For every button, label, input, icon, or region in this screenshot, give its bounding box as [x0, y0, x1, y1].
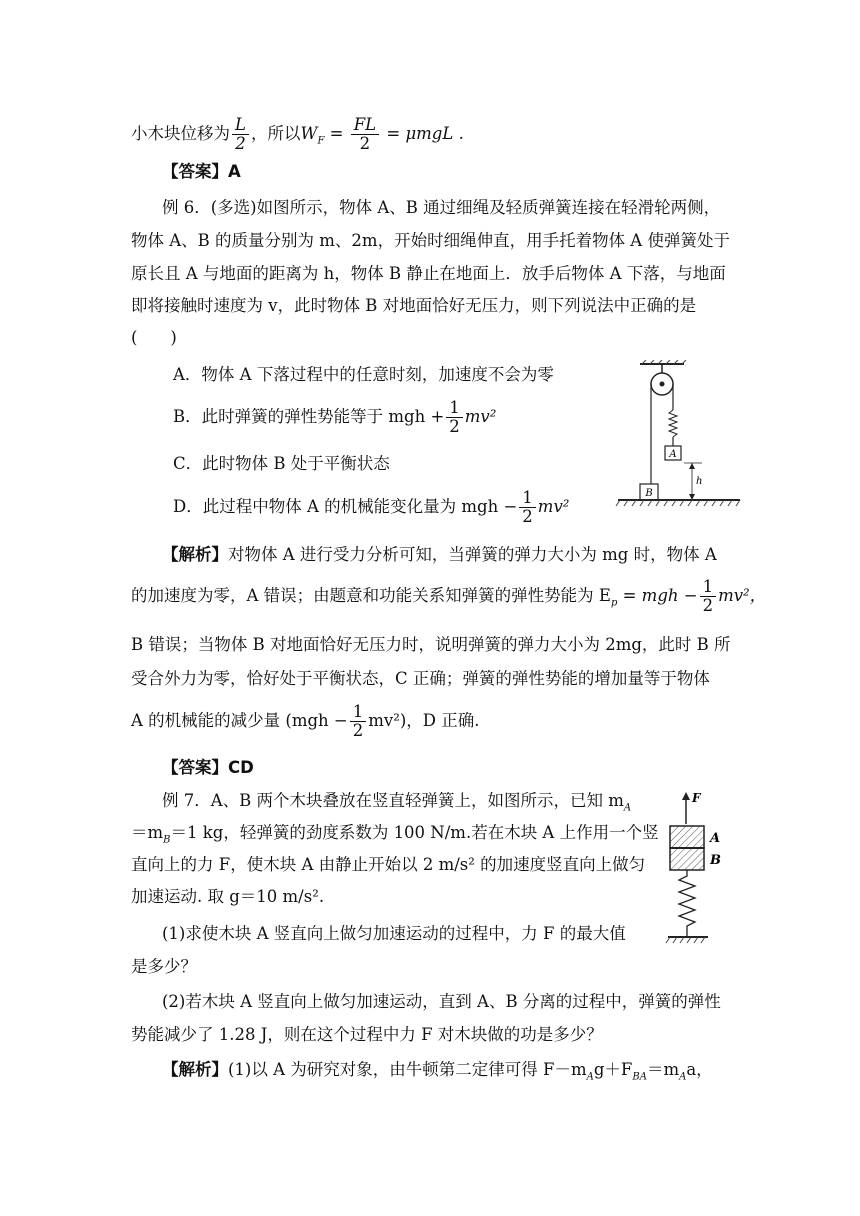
- force-f-label: F: [692, 791, 701, 805]
- ex7-question-2a: (2)若木块 A 竖直向上做匀加速运动，直到 A、B 分离的过程中，弹簧的弹性: [162, 992, 721, 1011]
- option-a: A．物体 A 下落过程中的任意时刻，加速度不会为零: [173, 365, 554, 384]
- ex6-line-3: 原长且 A 与地面的距离为 h，物体 B 静止在地面上．放手后物体 A 下落，与地面: [131, 264, 726, 283]
- pulley-spring-figure: [612, 360, 742, 510]
- block-a-label-7: A: [710, 831, 721, 846]
- sol7-line-1: 【解析】(1)以 A 为研究对象，由牛顿第二定律可得 $F-m_Ag+F_{BA}=m_Aa$，: [162, 1060, 713, 1083]
- option-c: C．此时物体 B 处于平衡状态: [173, 454, 390, 473]
- ex6-line-1: 例 6．(多选)如图所示，物体 A、B 通过细绳及轻质弹簧连接在轻滑轮两侧，: [162, 198, 721, 217]
- block-b-label: B: [645, 488, 653, 499]
- ex7-question-1b: 是多少？: [131, 957, 197, 976]
- answer-1: 【答案】A: [162, 162, 241, 181]
- answer-6: 【答案】CD: [162, 758, 254, 777]
- ex6-line-4: 即将接触时速度为 v，此时物体 B 对地面恰好无压力，则下列说法中正确的是: [131, 296, 697, 315]
- block-b-label-7: B: [710, 853, 721, 868]
- ex7-line-4: 加速运动. 取 g＝10 m/s².: [131, 887, 325, 906]
- ex6-line-2: 物体 A、B 的质量分别为 m、2m，开始时细绳伸直，用手托着物体 A 使弹簧处于: [131, 231, 730, 250]
- sol6-line-1: 【解析】对物体 A 进行受力分析可知，当弹簧的弹力大小为 mg 时，物体 A: [162, 545, 717, 564]
- formula-line-displacement: 小木块位移为 $\frac{L}{2}$ ，所以$W_F$ = $\frac{FL}{2}$ = μmgL .: [131, 115, 464, 153]
- ex7-question-2b: 势能减少了 1.28 J，则在这个过程中力 F 对木块做的功是多少？: [131, 1025, 603, 1044]
- fraction-fl-over-2: $\frac{FL}{2}$: [351, 116, 379, 153]
- option-b: B．此时弹簧的弹性势能等于 mgh + $\frac{1}{2}$ mv²: [173, 398, 497, 436]
- option-d: D．此过程中物体 A 的机械能变化量为 mgh − $\frac{1}{2}$ mv²: [173, 488, 570, 526]
- ex7-line-2: $=m_B=1$ kg，轻弹簧的劲度系数为 100 N/m.若在木块 A 上作用一个竖: [131, 823, 659, 846]
- fraction-l-over-2: $\frac{L}{2}$: [232, 116, 249, 153]
- stacked-blocks-spring-figure: [660, 788, 730, 953]
- ex6-line-5: ( ): [131, 328, 177, 347]
- ex7-line-1: 例 7．A、B 两个木块叠放在竖直轻弹簧上，如图所示，已知 $m_A$: [162, 791, 632, 814]
- sol6-line-4: 受合外力为零，恰好处于平衡状态，C 正确；弹簧的弹性势能的增加量等于物体: [131, 669, 710, 688]
- text-displacement: 小木块位移为: [131, 124, 230, 143]
- block-a-label: A: [669, 449, 677, 460]
- sol6-line-2: 的加速度为零，A 错误；由题意和功能关系知弹簧的弹性势能为 $E_p$ = mgh − $\frac{1}{2}$ mv²，: [131, 577, 767, 615]
- sol6-line-3: B 错误；当物体 B 对地面恰好无压力时，说明弹簧的弹力大小为 2mg，此时 B 所: [131, 635, 731, 654]
- ex7-line-3: 直向上的力 F，使木块 A 由静止开始以 2 m/s² 的加速度竖直向上做匀: [131, 855, 646, 874]
- sol6-line-5: A 的机械能的减少量 (mgh − $\frac{1}{2}$ mv²)，D 正确.: [131, 702, 480, 740]
- ex7-question-1a: (1)求使木块 A 竖直向上做匀加速运动的过程中，力 F 的最大值: [162, 924, 626, 943]
- height-h-label: h: [696, 476, 703, 487]
